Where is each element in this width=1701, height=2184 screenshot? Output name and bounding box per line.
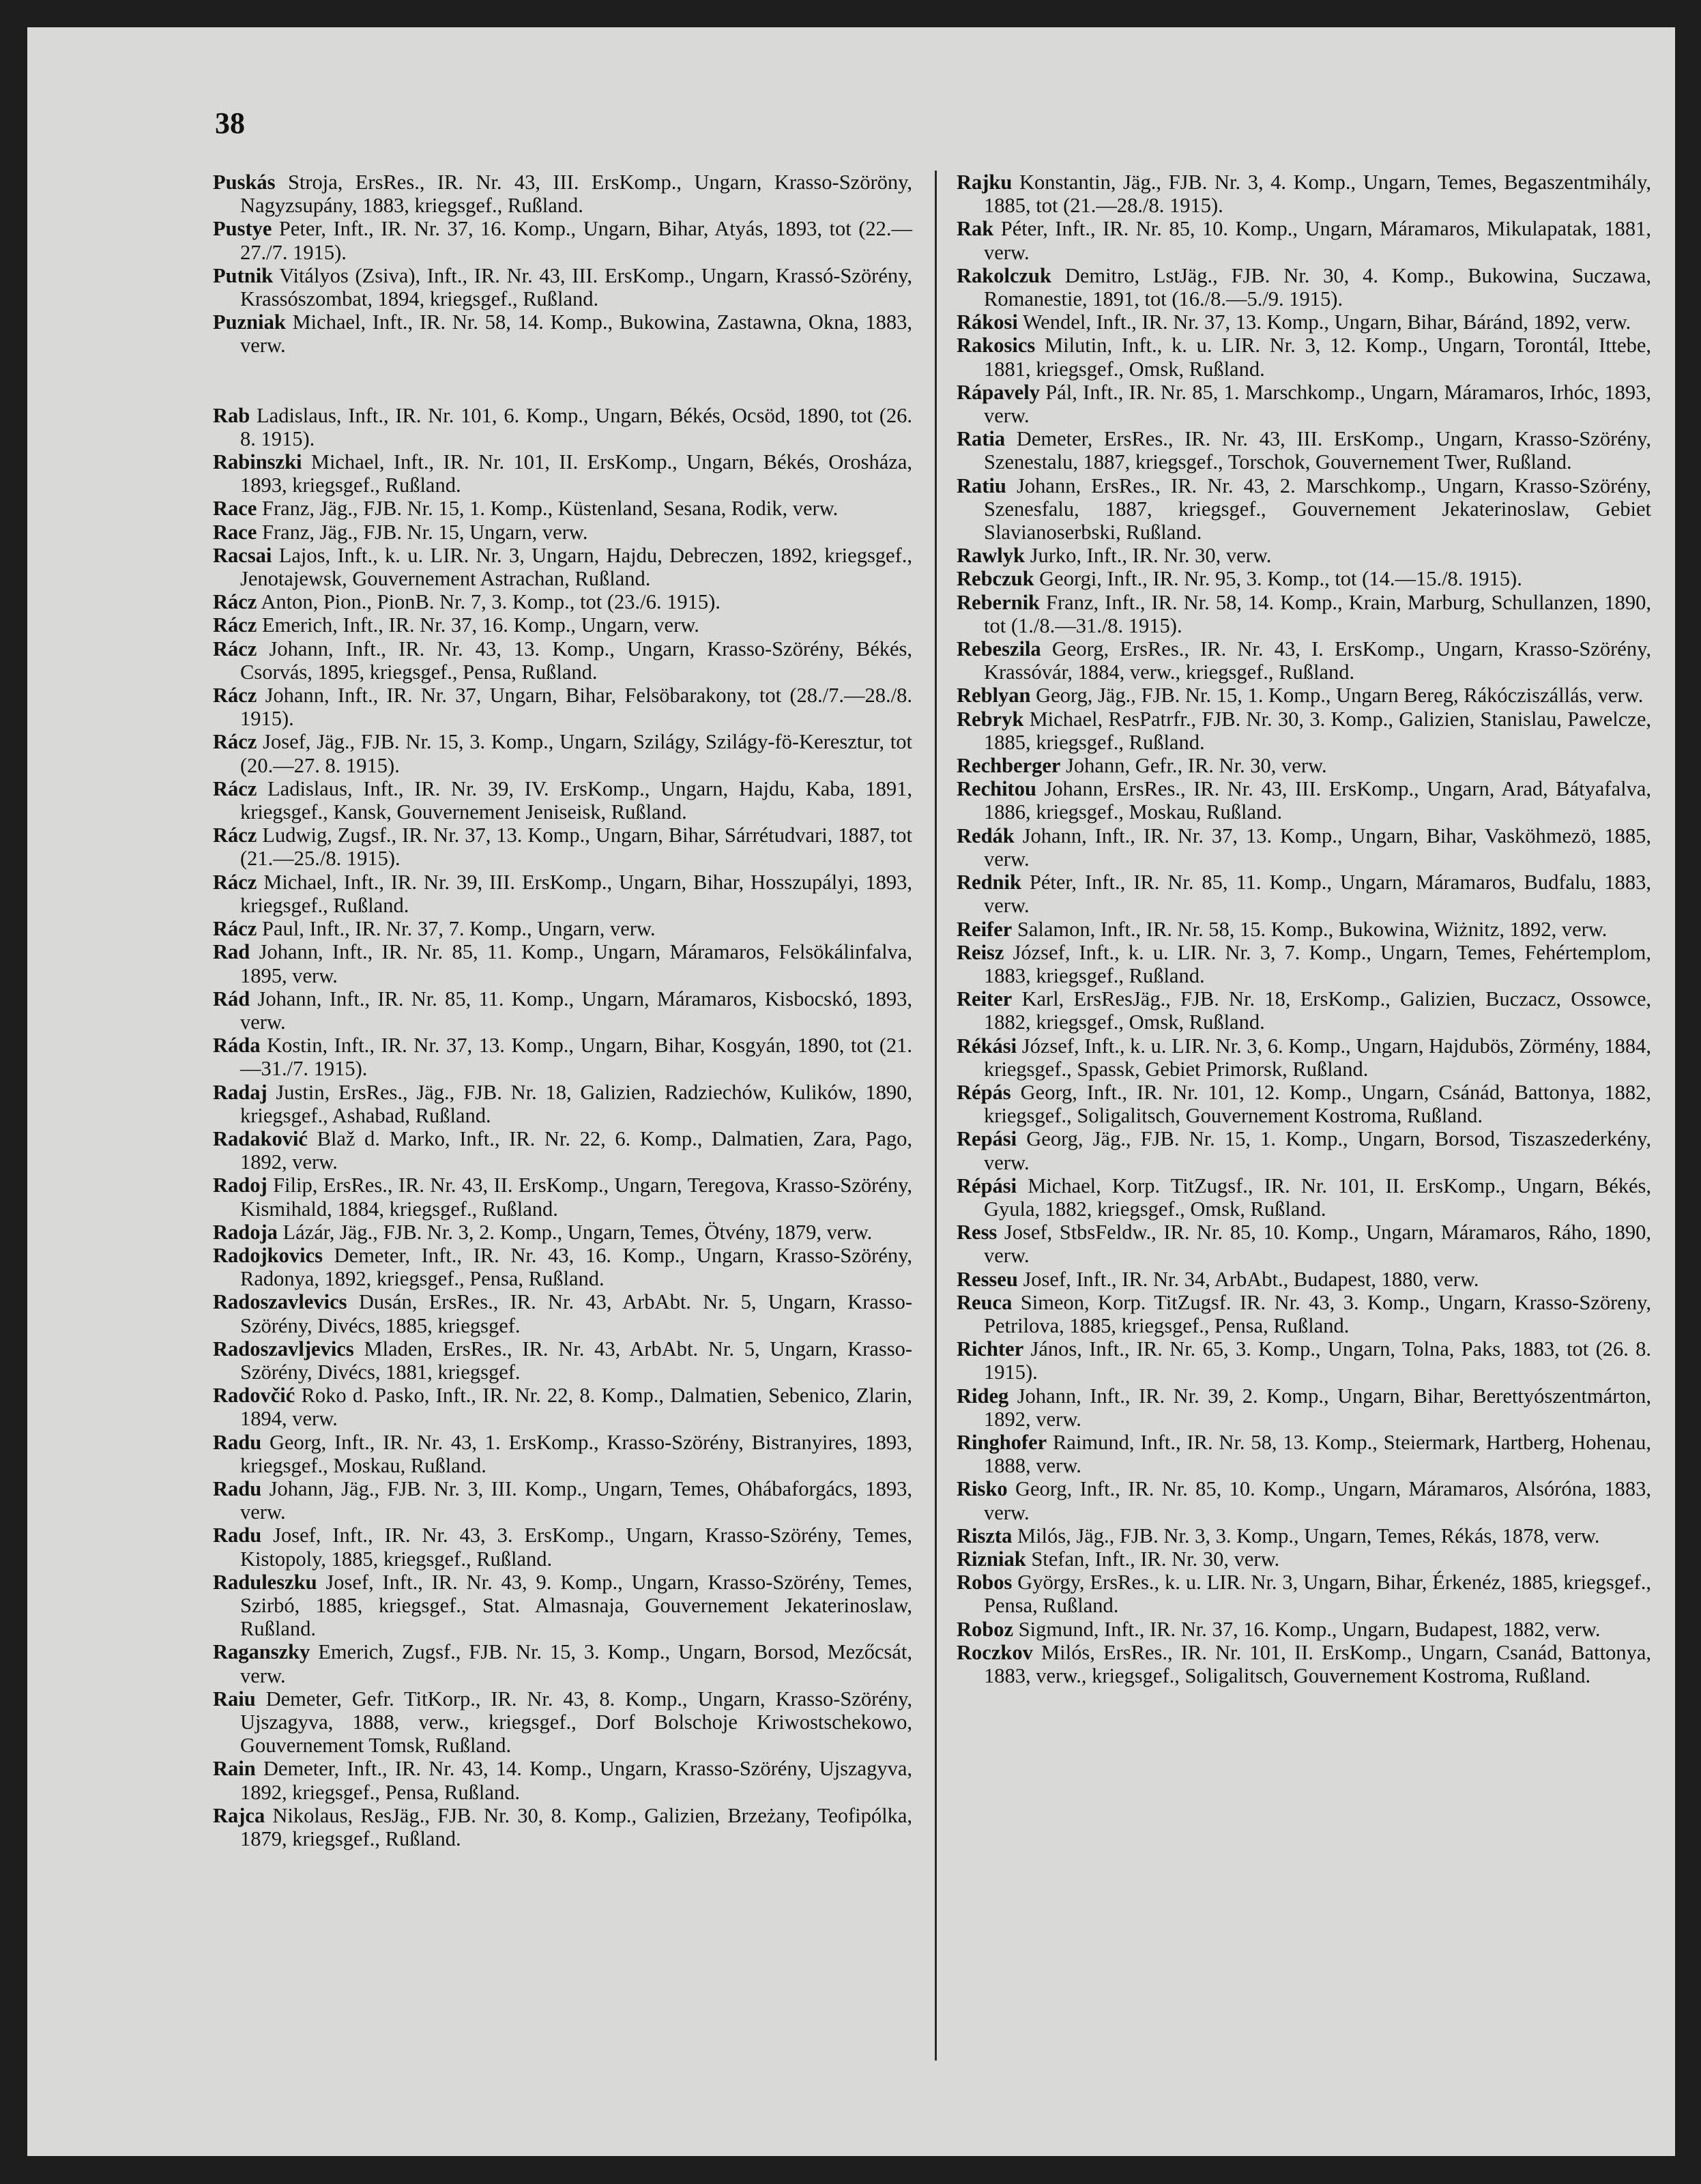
directory-entry <box>213 497 912 520</box>
entry-surname: Rabinszki <box>213 450 302 474</box>
entry-details: Emerich, Inft., IR. Nr. 37, 16. Komp., Ungarn, verw. <box>261 613 699 637</box>
entry-surname: Reblyan <box>957 684 1031 708</box>
directory-entry <box>957 684 1651 707</box>
entry-surname: Race <box>213 520 257 544</box>
entry-details: Georg, Inft., IR. Nr. 101, 12. Komp., Ungarn, Csánád, Battonya, 1882, kriegsgef., Soligalitsch, Gouvernement Kostroma, Rußland. <box>984 1080 1651 1128</box>
entry-details: Josef, Inft., IR. Nr. 43, 3. ErsKomp., Ungarn, Krasso-Szörény, Temes, Kistopoly, 1885, kriegsgef., Rußland. <box>240 1524 913 1571</box>
entry-surname: Rebryk <box>957 707 1024 731</box>
directory-entry <box>957 567 1651 590</box>
entry-surname: Répás <box>957 1080 1011 1104</box>
directory-entry <box>213 1244 912 1290</box>
directory-entry <box>957 334 1651 380</box>
directory-entry <box>957 171 1651 217</box>
directory-entry <box>957 591 1651 637</box>
entry-details: József, Inft., k. u. LIR. Nr. 3, 7. Komp., Ungarn, Temes, Fehértemplom, 1883, kriegsgef., Rußland. <box>984 940 1651 987</box>
directory-entry <box>213 684 912 730</box>
entry-details: Filip, ErsRes., IR. Nr. 43, II. ErsKomp., Ungarn, Teregova, Krasso-Szörény, Kismihald, 1884, kriegsgef., Rußland. <box>240 1174 913 1221</box>
directory-entry <box>213 521 912 544</box>
entry-details: Georg, Inft., IR. Nr. 85, 10. Komp., Ungarn, Máramaros, Alsóróna, 1883, verw. <box>984 1477 1652 1524</box>
directory-entry <box>213 1081 912 1127</box>
entry-details: Johann, ErsRes., IR. Nr. 43, III. ErsKomp., Ungarn, Arad, Bátyafalva, 1886, kriegsgef., Moskau, Rußland. <box>984 777 1652 824</box>
entry-details: Simeon, Korp. TitZugsf. IR. Nr. 43, 3. Komp., Ungarn, Krasso-Szöreny, Petrilova, 1885, kriegsgef., Pensa, Rußland. <box>984 1290 1651 1337</box>
entry-surname: Racsai <box>213 543 272 567</box>
directory-entry <box>213 613 912 637</box>
directory-entry <box>957 1641 1651 1687</box>
directory-entry <box>957 1034 1651 1081</box>
entry-details: Ladislaus, Inft., IR. Nr. 39, IV. ErsKomp., Ungarn, Hajdu, Kaba, 1891, kriegsgef., Kansk, Gouvernement Jeniseisk, Rußland. <box>240 776 912 824</box>
entry-details: Anton, Pion., PionB. Nr. 7, 3. Komp., tot (23./6. 1915). <box>261 590 721 614</box>
entry-details: Péter, Inft., IR. Nr. 85, 10. Komp., Ungarn, Máramaros, Mikulapatak, 1881, verw. <box>984 217 1652 264</box>
entry-details: Péter, Inft., IR. Nr. 85, 11. Komp., Ungarn, Máramaros, Budfalu, 1883, verw. <box>984 871 1651 918</box>
entry-surname: Rákosi <box>957 310 1018 334</box>
entry-surname: Resseu <box>957 1267 1018 1291</box>
entry-surname: Reifer <box>957 917 1013 941</box>
entry-surname: Rácz <box>213 917 257 941</box>
directory-entry <box>957 1431 1651 1477</box>
entry-details: Peter, Inft., IR. Nr. 37, 16. Komp., Ungarn, Bihar, Atyás, 1893, tot (22.—27./7. 1915). <box>240 217 912 264</box>
directory-entry <box>213 1804 912 1850</box>
entry-details: Demitro, LstJäg., FJB. Nr. 30, 4. Komp., Bukowina, Suczawa, Romanestie, 1891, tot (16./8.—5./9. 1915). <box>984 263 1651 311</box>
directory-entry <box>957 1571 1651 1617</box>
entry-details: Roko d. Pasko, Inft., IR. Nr. 22, 8. Komp., Dalmatien, Sebenico, Zlarin, 1894, verw. <box>240 1384 912 1431</box>
entry-details: Jurko, Inft., IR. Nr. 30, verw. <box>1030 544 1272 568</box>
entry-details: Johann, Inft., IR. Nr. 43, 13. Komp., Ungarn, Krasso-Szörény, Békés, Csorvás, 1895, kriegsgef., Pensa, Rußland. <box>240 637 913 684</box>
directory-entry <box>957 1384 1651 1431</box>
directory-entry <box>957 310 1651 334</box>
entry-details: Johann, Inft., IR. Nr. 37, Ungarn, Bihar, Felsöbarakony, tot (28./7.—28./8. 1915). <box>240 684 912 731</box>
directory-entry <box>213 730 912 776</box>
entry-surname: Rideg <box>957 1384 1009 1408</box>
entry-surname: Rácz <box>213 613 257 637</box>
directory-entry <box>213 450 912 497</box>
entry-surname: Rád <box>213 987 250 1010</box>
entry-surname: Reiter <box>957 987 1013 1011</box>
entry-surname: Rácz <box>213 684 257 708</box>
directory-entry <box>957 1221 1651 1267</box>
entry-details: Raimund, Inft., IR. Nr. 58, 13. Komp., Steiermark, Hartberg, Hohenau, 1888, verw. <box>984 1430 1652 1478</box>
entry-details: Georg, Jäg., FJB. Nr. 15, 1. Komp., Ungarn, Borsod, Tiszaszederkény, verw. <box>984 1127 1652 1174</box>
directory-entry <box>213 1524 912 1570</box>
entry-surname: Rizniak <box>957 1547 1026 1571</box>
directory-entry <box>213 1174 912 1220</box>
entry-surname: Rácz <box>213 637 257 660</box>
entry-details: Johann, Inft., IR. Nr. 37, 13. Komp., Ungarn, Bihar, Vasköhmezö, 1885, verw. <box>984 824 1651 871</box>
entry-details: Kostin, Inft., IR. Nr. 37, 13. Komp., Ungarn, Bihar, Kosgyán, 1890, tot (21.—31./7. 1915). <box>240 1034 912 1081</box>
directory-entry <box>957 941 1651 987</box>
entry-details: Johann, Gefr., IR. Nr. 30, verw. <box>1066 754 1327 778</box>
directory-entry <box>213 987 912 1034</box>
directory-entry <box>213 777 912 824</box>
entry-surname: Rawlyk <box>957 544 1025 568</box>
directory-entry <box>213 1477 912 1524</box>
entry-surname: Rácz <box>213 870 257 894</box>
entry-details: Mladen, ErsRes., IR. Nr. 43, ArbAbt. Nr. 5, Ungarn, Krasso-Szörény, Divécs, 1881, kriegsgef. <box>240 1337 913 1384</box>
entry-surname: Rakosics <box>957 334 1036 358</box>
entry-surname: Roczkov <box>957 1640 1033 1664</box>
directory-entry <box>213 1221 912 1244</box>
directory-entry <box>213 637 912 684</box>
entry-details: József, Inft., k. u. LIR. Nr. 3, 6. Komp., Ungarn, Hajdubös, Zörmény, 1884, kriegsgef., Spassk, Gebiet Primorsk, Rußland. <box>984 1034 1652 1081</box>
entry-details: Franz, Jäg., FJB. Nr. 15, Ungarn, verw. <box>261 520 588 544</box>
entry-surname: Rain <box>213 1757 256 1781</box>
entry-surname: Radovčić <box>213 1384 295 1408</box>
entry-surname: Radaj <box>213 1080 267 1104</box>
entry-surname: Radoszavljevics <box>213 1337 354 1360</box>
right-column <box>957 171 1651 1687</box>
entry-surname: Riszta <box>957 1524 1013 1547</box>
directory-entry <box>957 637 1651 684</box>
entry-surname: Raganszky <box>213 1640 310 1664</box>
entry-details: Demeter, Inft., IR. Nr. 43, 16. Komp., Ungarn, Krasso-Szörény, Radonya, 1892, kriegsgef., Pensa, Rußland. <box>240 1243 912 1291</box>
entry-surname: Race <box>213 497 257 521</box>
directory-entry <box>957 1524 1651 1547</box>
directory-entry <box>957 754 1651 777</box>
directory-entry <box>957 474 1651 544</box>
entry-surname: Pustye <box>213 217 272 241</box>
directory-entry <box>957 427 1651 474</box>
directory-entry <box>957 708 1651 754</box>
entry-details: Karl, ErsResJäg., FJB. Nr. 18, ErsKomp., Galizien, Buczacz, Ossowce, 1882, kriegsgef., Omsk, Rußland. <box>984 987 1652 1034</box>
directory-entry <box>213 1571 912 1641</box>
entry-details: Georgi, Inft., IR. Nr. 95, 3. Komp., tot (14.—15./8. 1915). <box>1039 567 1522 591</box>
entry-surname: Redák <box>957 824 1015 847</box>
directory-entry <box>957 1618 1651 1641</box>
directory-entry <box>213 1687 912 1758</box>
entry-surname: Richter <box>957 1337 1024 1361</box>
entry-surname: Radoj <box>213 1174 267 1197</box>
entry-details: Michael, Inft., IR. Nr. 39, III. ErsKomp., Ungarn, Bihar, Hosszupályi, 1893, kriegsgef., Rußland. <box>240 870 912 917</box>
entry-details: Demeter, Gefr. TitKorp., IR. Nr. 43, 8. Komp., Ungarn, Krasso-Szörény, Ujszagyva, 1888, verw., kriegsgef., Dorf Bolschoje Kriwostschekowo, Gouvernement Tomsk, Rußland. <box>240 1687 912 1758</box>
left-column <box>213 171 912 1850</box>
entry-surname: Reisz <box>957 940 1004 964</box>
entry-surname: Putnik <box>213 263 274 287</box>
entry-details: Franz, Inft., IR. Nr. 58, 14. Komp., Krain, Marburg, Schullanzen, 1890, tot (1./8.—31./8. 1915). <box>984 590 1652 637</box>
entry-surname: Rad <box>213 940 250 964</box>
entry-surname: Rékási <box>957 1034 1017 1058</box>
entry-surname: Ringhofer <box>957 1430 1047 1454</box>
entry-surname: Reuca <box>957 1290 1013 1314</box>
entry-details: Johann, ErsRes., IR. Nr. 43, 2. Marschkomp., Ungarn, Krasso-Szörény, Szenesfalu, 1887, kriegsgef., Gouvernement Jekaterinoslaw, Gebiet Slavianoserbski, Rußland. <box>984 474 1652 544</box>
entry-details: Lázár, Jäg., FJB. Nr. 3, 2. Komp., Ungarn, Temes, Ötvény, 1879, verw. <box>282 1220 873 1244</box>
directory-entry <box>213 1034 912 1080</box>
entry-details: Blaž d. Marko, Inft., IR. Nr. 22, 6. Komp., Dalmatien, Zara, Pago, 1892, verw. <box>240 1126 913 1174</box>
directory-entry <box>957 1477 1651 1524</box>
entry-details: Stefan, Inft., IR. Nr. 30, verw. <box>1031 1547 1280 1571</box>
entry-surname: Rácz <box>213 824 257 847</box>
entry-surname: Radu <box>213 1524 262 1547</box>
entry-details: Konstantin, Jäg., FJB. Nr. 3, 4. Komp., Ungarn, Temes, Begaszentmihály, 1885, tot (21.—28./8. 1915). <box>984 171 1651 218</box>
directory-entry <box>957 1174 1651 1221</box>
column-divider <box>935 171 937 2061</box>
entry-surname: Rajku <box>957 171 1013 194</box>
entry-surname: Rebernik <box>957 590 1040 614</box>
entry-surname: Raiu <box>213 1687 256 1710</box>
entry-surname: Ratia <box>957 427 1006 451</box>
entry-details: Ladislaus, Inft., IR. Nr. 101, 6. Komp., Ungarn, Békés, Ocsöd, 1890, tot (26. 8. 1915). <box>240 403 913 450</box>
entry-details: Vitályos (Zsiva), Inft., IR. Nr. 43, III. ErsKomp., Ungarn, Krassó-Szörény, Krassószombat, 1894, kriegsgef., Rußland. <box>240 263 913 311</box>
directory-entry <box>213 404 912 450</box>
directory-entry <box>213 264 912 310</box>
entry-details: Georg, Jäg., FJB. Nr. 15, 1. Komp., Ungarn Bereg, Rákócziszállás, verw. <box>1036 684 1644 708</box>
directory-entry <box>957 544 1651 567</box>
directory-entry <box>957 871 1651 917</box>
entry-surname: Repási <box>957 1127 1017 1151</box>
entry-surname: Risko <box>957 1477 1008 1501</box>
entry-surname: Radu <box>213 1430 262 1454</box>
entry-surname: Rechberger <box>957 754 1061 778</box>
entry-details: Stroja, ErsRes., IR. Nr. 43, III. ErsKomp., Ungarn, Krasso-Szöröny, Nagyzsupány, 1883, kriegsgef., Rußland. <box>240 171 913 218</box>
entry-details: Justin, ErsRes., Jäg., FJB. Nr. 18, Galizien, Radziechów, Kulików, 1890, kriegsgef., Ashabad, Rußland. <box>240 1080 912 1127</box>
entry-surname: Ratiu <box>957 474 1006 497</box>
entry-details: Lajos, Inft., k. u. LIR. Nr. 3, Ungarn, Hajdu, Debreczen, 1892, kriegsgef., Jenotajewsk, Gouvernement Astrachan, Rußland. <box>240 543 913 591</box>
directory-entry <box>213 1337 912 1384</box>
directory-entry <box>957 777 1651 824</box>
directory-entry <box>213 917 912 940</box>
entry-details: Pál, Inft., IR. Nr. 85, 1. Marschkomp., Ungarn, Máramaros, Irhóc, 1893, verw. <box>984 380 1652 428</box>
section-gap <box>213 358 912 404</box>
directory-entry <box>957 1268 1651 1291</box>
entry-details: Ludwig, Zugsf., IR. Nr. 37, 13. Komp., Ungarn, Bihar, Sárrétudvari, 1887, tot (21.—25./8. 1915). <box>240 824 913 871</box>
directory-entry <box>957 1081 1651 1127</box>
directory-entry <box>213 824 912 870</box>
entry-surname: Rácz <box>213 590 257 614</box>
entry-surname: Rebczuk <box>957 567 1034 591</box>
directory-entry <box>957 918 1651 941</box>
directory-entry <box>213 171 912 217</box>
entry-details: Michael, Inft., IR. Nr. 101, II. ErsKomp., Ungarn, Békés, Orosháza, 1893, kriegsgef., Rußland. <box>240 450 913 497</box>
directory-entry <box>213 217 912 263</box>
entry-details: Michael, Korp. TitZugsf., IR. Nr. 101, II. ErsKomp., Ungarn, Békés, Gyula, 1882, kriegsgef., Omsk, Rußland. <box>984 1174 1652 1221</box>
entry-surname: Radu <box>213 1476 262 1500</box>
entry-details: Milós, ErsRes., IR. Nr. 101, II. ErsKomp., Ungarn, Csanád, Battonya, 1883, verw., kriegsgef., Soligalitsch, Gouvernement Kostroma, Rußland. <box>984 1640 1652 1687</box>
entry-surname: Puskás <box>213 171 276 194</box>
directory-entry <box>957 264 1651 310</box>
entry-details: Franz, Jäg., FJB. Nr. 15, 1. Komp., Küstenland, Sesana, Rodik, verw. <box>261 497 839 521</box>
entry-surname: Rápavely <box>957 380 1040 404</box>
entry-details: János, Inft., IR. Nr. 65, 3. Komp., Ungarn, Tolna, Paks, 1883, tot (26. 8. 1915). <box>984 1337 1652 1384</box>
entry-surname: Puzniak <box>213 310 286 334</box>
entry-details: Georg, ErsRes., IR. Nr. 43, I. ErsKomp., Ungarn, Krasso-Szörény, Krassóvár, 1884, verw., kriegsgef., Rußland. <box>984 637 1651 684</box>
directory-entry <box>957 381 1651 427</box>
page-number: 38 <box>215 106 245 140</box>
directory-entry <box>213 1127 912 1174</box>
entry-details: Johann, Inft., IR. Nr. 85, 11. Komp., Ungarn, Máramaros, Felsökálinfalva, 1895, verw. <box>240 940 912 987</box>
directory-entry <box>213 871 912 917</box>
entry-details: Johann, Jäg., FJB. Nr. 3, III. Komp., Ungarn, Temes, Ohábaforgács, 1893, verw. <box>240 1476 913 1524</box>
entry-surname: Raduleszku <box>213 1570 317 1594</box>
directory-entry <box>213 590 912 613</box>
directory-entry <box>957 824 1651 871</box>
entry-surname: Rácz <box>213 730 257 754</box>
entry-details: Milutin, Inft., k. u. LIR. Nr. 3, 12. Komp., Ungarn, Torontál, Ittebe, 1881, kriegsgef., Omsk, Rußland. <box>984 334 1651 381</box>
directory-entry <box>213 1431 912 1477</box>
directory-entry <box>213 310 912 357</box>
entry-surname: Répási <box>957 1174 1017 1197</box>
entry-surname: Roboz <box>957 1617 1014 1641</box>
entry-details: Sigmund, Inft., IR. Nr. 37, 16. Komp., Ungarn, Budapest, 1882, verw. <box>1018 1617 1601 1641</box>
directory-entry <box>957 987 1651 1034</box>
directory-entry <box>957 1291 1651 1337</box>
directory-entry <box>213 1384 912 1430</box>
entry-surname: Radaković <box>213 1126 308 1150</box>
entry-surname: Rakolczuk <box>957 263 1051 287</box>
entry-details: Josef, StbsFeldw., IR. Nr. 85, 10. Komp., Ungarn, Máramaros, Ráho, 1890, verw. <box>984 1221 1652 1268</box>
entry-surname: Radojkovics <box>213 1243 323 1267</box>
directory-entry <box>957 1547 1651 1571</box>
entry-details: Johann, Inft., IR. Nr. 39, 2. Komp., Ungarn, Bihar, Berettyószentmárton, 1892, verw. <box>984 1384 1652 1431</box>
entry-details: Wendel, Inft., IR. Nr. 37, 13. Komp., Ungarn, Bihar, Báránd, 1892, verw. <box>1022 310 1631 334</box>
entry-details: Johann, Inft., IR. Nr. 85, 11. Komp., Ungarn, Máramaros, Kisbocskó, 1893, verw. <box>240 987 912 1034</box>
entry-details: Michael, ResPatrfr., FJB. Nr. 30, 3. Komp., Galizien, Stanislau, Pawelcze, 1885, kriegsgef., Rußland. <box>984 707 1651 754</box>
entry-details: Emerich, Zugsf., FJB. Nr. 15, 3. Komp., Ungarn, Borsod, Mezőcsát, verw. <box>240 1640 913 1687</box>
entry-surname: Rajca <box>213 1803 265 1827</box>
entry-details: Demeter, Inft., IR. Nr. 43, 14. Komp., Ungarn, Krasso-Szörény, Ujszagyva, 1892, kriegsgef., Pensa, Rußland. <box>240 1757 912 1804</box>
entry-details: Josef, Inft., IR. Nr. 43, 9. Komp., Ungarn, Krasso-Szörény, Temes, Szirbó, 1885, kriegsgef., Stat. Almasnaja, Gouvernement Jekaterinoslaw, Rußland. <box>240 1570 913 1641</box>
directory-entry <box>213 1757 912 1803</box>
entry-surname: Radoszavlevics <box>213 1290 347 1314</box>
entry-details: Milós, Jäg., FJB. Nr. 3, 3. Komp., Ungarn, Temes, Rékás, 1878, verw. <box>1017 1524 1600 1547</box>
entry-surname: Rechitou <box>957 777 1036 801</box>
directory-entry <box>213 1290 912 1337</box>
directory-entry <box>213 940 912 987</box>
entry-details: Michael, Inft., IR. Nr. 58, 14. Komp., Bukowina, Zastawna, Okna, 1883, verw. <box>240 310 912 358</box>
entry-details: György, ErsRes., k. u. LIR. Nr. 3, Ungarn, Bihar, Érkenéz, 1885, kriegsgef., Pensa, Rußland. <box>984 1571 1651 1618</box>
entry-surname: Robos <box>957 1571 1013 1595</box>
entry-surname: Rácz <box>213 776 257 800</box>
entry-surname: Rak <box>957 217 994 241</box>
directory-entry <box>213 1640 912 1687</box>
entry-surname: Rebeszila <box>957 637 1041 661</box>
entry-details: Nikolaus, ResJäg., FJB. Nr. 30, 8. Komp., Galizien, Brzeżany, Teofipólka, 1879, kriegsgef., Rußland. <box>240 1803 913 1851</box>
directory-entry <box>957 217 1651 263</box>
directory-entry <box>957 1337 1651 1384</box>
entry-surname: Ráda <box>213 1034 261 1058</box>
page <box>27 27 1675 2156</box>
entry-surname: Radoja <box>213 1220 278 1244</box>
entry-details: Josef, Inft., IR. Nr. 34, ArbAbt., Budapest, 1880, verw. <box>1023 1267 1479 1291</box>
entry-surname: Rednik <box>957 871 1021 894</box>
entry-details: Demeter, ErsRes., IR. Nr. 43, III. ErsKomp., Ungarn, Krasso-Szörény, Szenestalu, 1887, kriegsgef., Torschok, Gouvernement Twer, Rußland. <box>984 427 1651 474</box>
directory-entry <box>213 544 912 590</box>
entry-surname: Ress <box>957 1221 998 1244</box>
entry-details: Dusán, ErsRes., IR. Nr. 43, ArbAbt. Nr. 5, Ungarn, Krasso-Szörény, Divécs, 1885, kriegsgef. <box>240 1290 912 1337</box>
entry-details: Georg, Inft., IR. Nr. 43, 1. ErsKomp., Krasso-Szörény, Bistranyires, 1893, kriegsgef., Moskau, Rußland. <box>240 1430 913 1477</box>
entry-details: Josef, Jäg., FJB. Nr. 15, 3. Komp., Ungarn, Szilágy, Szilágy-fö-Keresztur, tot (20.—27. 8. 1915). <box>240 730 912 777</box>
directory-entry <box>957 1127 1651 1174</box>
entry-details: Paul, Inft., IR. Nr. 37, 7. Komp., Ungarn, verw. <box>261 917 656 941</box>
entry-surname: Rab <box>213 403 250 427</box>
entry-details: Salamon, Inft., IR. Nr. 58, 15. Komp., Bukowina, Wiżnitz, 1892, verw. <box>1017 917 1608 941</box>
